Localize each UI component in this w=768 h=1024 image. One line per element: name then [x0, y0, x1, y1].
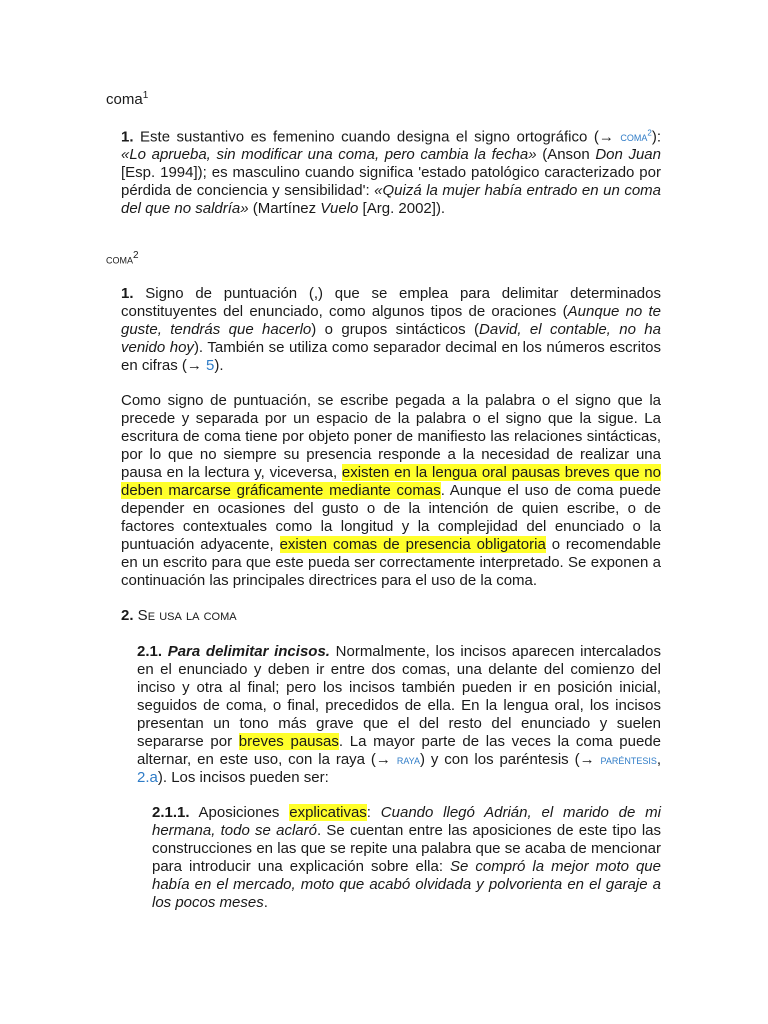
citation-quote: «Quizá la mujer había entrado en un coma del que no saldría» — [121, 182, 662, 218]
entry1-sense-1: 1. Este sustantivo es femenino cuando designa el signo ortográfico (→ coma$^2$): «Lo aprueba, sin modificar una coma, pero cambia la fecha» (Anson Don Juan [Esp. 1994]); es masculino cuando significa 'estado patológico caracterizado por pérdida de conciencia y sensibilidad': «Quizá la mujer había entrado en un coma del que no saldría» (Martínez Vuelo [Arg. 2002]). — [121, 128, 662, 218]
section-2-heading: 2. Se usa la coma — [121, 607, 237, 624]
entry2-sense-1: 1. Signo de puntuación (,) que se emplea para delimitar determinados constituyentes del enunciado, como algunos tipos de oraciones (Aunque no te guste, tendrás que hacerlo) o grupos sintácticos (David, el contable, no ha venido hoy). También se utiliza como separador decimal en los números escritos en cifras (→ 5). — [121, 285, 661, 374]
cross-ref-parentesis[interactable]: paréntesis — [600, 752, 657, 767]
entry2-paragraph: Como signo de puntuación, se escribe pegada a la palabra o el signo que la precede y separada por un espacio de la palabra o el signo que la sigue. La escritura de coma tiene por objeto poner de manifiesto las relaciones sintácticas, por lo que no siempre su presencia responde a la necesidad de realizar una pausa en la lectura y, viceversa, existen en la lengua oral pausas breves que no deben marcarse gráficamente mediante comas. Aunque el uso de coma puede depender en ocasiones del gusto o de la intención de quien escribe, o de factores contextuales como la longitud y la complejidad del enunciado o la puntuación adyacente, existen comas de presencia obligatoria o recomendable en un escrito para que este pueda ser correctamente interpretado. Se exponen a continuación las principales directrices para el uso de la coma. — [121, 392, 661, 589]
homonym-number: 2 — [133, 250, 139, 261]
example: Se compró la mejor moto que había en el mercado, moto que acabó olvidada y polvorienta en el garaje a los pocos meses — [152, 858, 661, 911]
citation-work: Don Juan — [595, 146, 661, 164]
homonym-number: 1 — [142, 90, 149, 101]
example: Cuando llegó Adrián, el marido de mi hermana, todo se aclaró — [152, 804, 662, 839]
section-title: Para delimitar incisos. — [162, 643, 330, 660]
citation-work: Vuelo — [320, 200, 359, 218]
cross-ref-raya[interactable]: raya — [396, 752, 421, 767]
highlight: explicativas — [289, 804, 367, 821]
headword-coma-1: coma$^1$ — [106, 90, 149, 108]
highlight: existen en la lengua oral pausas breves que no deben marcarse gráficamente mediante comas — [121, 464, 661, 499]
cross-ref-coma-2[interactable]: coma$^2$ — [620, 129, 652, 145]
highlight: existen comas de presencia obligatoria — [279, 536, 546, 553]
example: Aunque no te guste, tendrás que hacerlo — [121, 303, 661, 338]
highlight: breves pausas — [238, 733, 339, 750]
cross-ref-5[interactable]: 5 — [206, 357, 215, 374]
section-2-1-1: 2.1.1. Aposiciones explicativas: Cuando llegó Adrián, el marido de mi hermana, todo se aclaró. Se cuentan entre las aposiciones de este tipo las construcciones en las que se repite una palabra que se acaba de mencionar para introducir una explicación sobre ella: Se compró la mejor moto que había en el mercado, moto que acabó olvidada y polvorienta en el garaje a los pocos meses. — [152, 804, 662, 911]
section-2-1: 2.1. Para delimitar incisos. Normalmente, los incisos aparecen intercalados en el enunciado y deben ir entre dos comas, una delante del comienzo del inciso y otra al final; pero los incisos también pueden ir en posición inicial, seguidos de coma, o final, precedidos de ella. En la lengua oral, los incisos presentan un tono más grave que el del resto del enunciado y suelen separarse por breves pausas. La mayor parte de las veces la coma puede alternar, en este uso, con la raya (→ raya) y con los paréntesis (→ paréntesis, 2.a). Los incisos pueden ser: — [137, 643, 662, 786]
cross-ref-2a[interactable]: 2.a — [137, 769, 158, 786]
headword-coma-2: coma$^2$ — [106, 250, 139, 267]
example: David, el contable, no ha venido hoy — [121, 321, 661, 356]
citation-quote: «Lo aprueba, sin modificar una coma, pero cambia la fecha» — [121, 146, 537, 164]
